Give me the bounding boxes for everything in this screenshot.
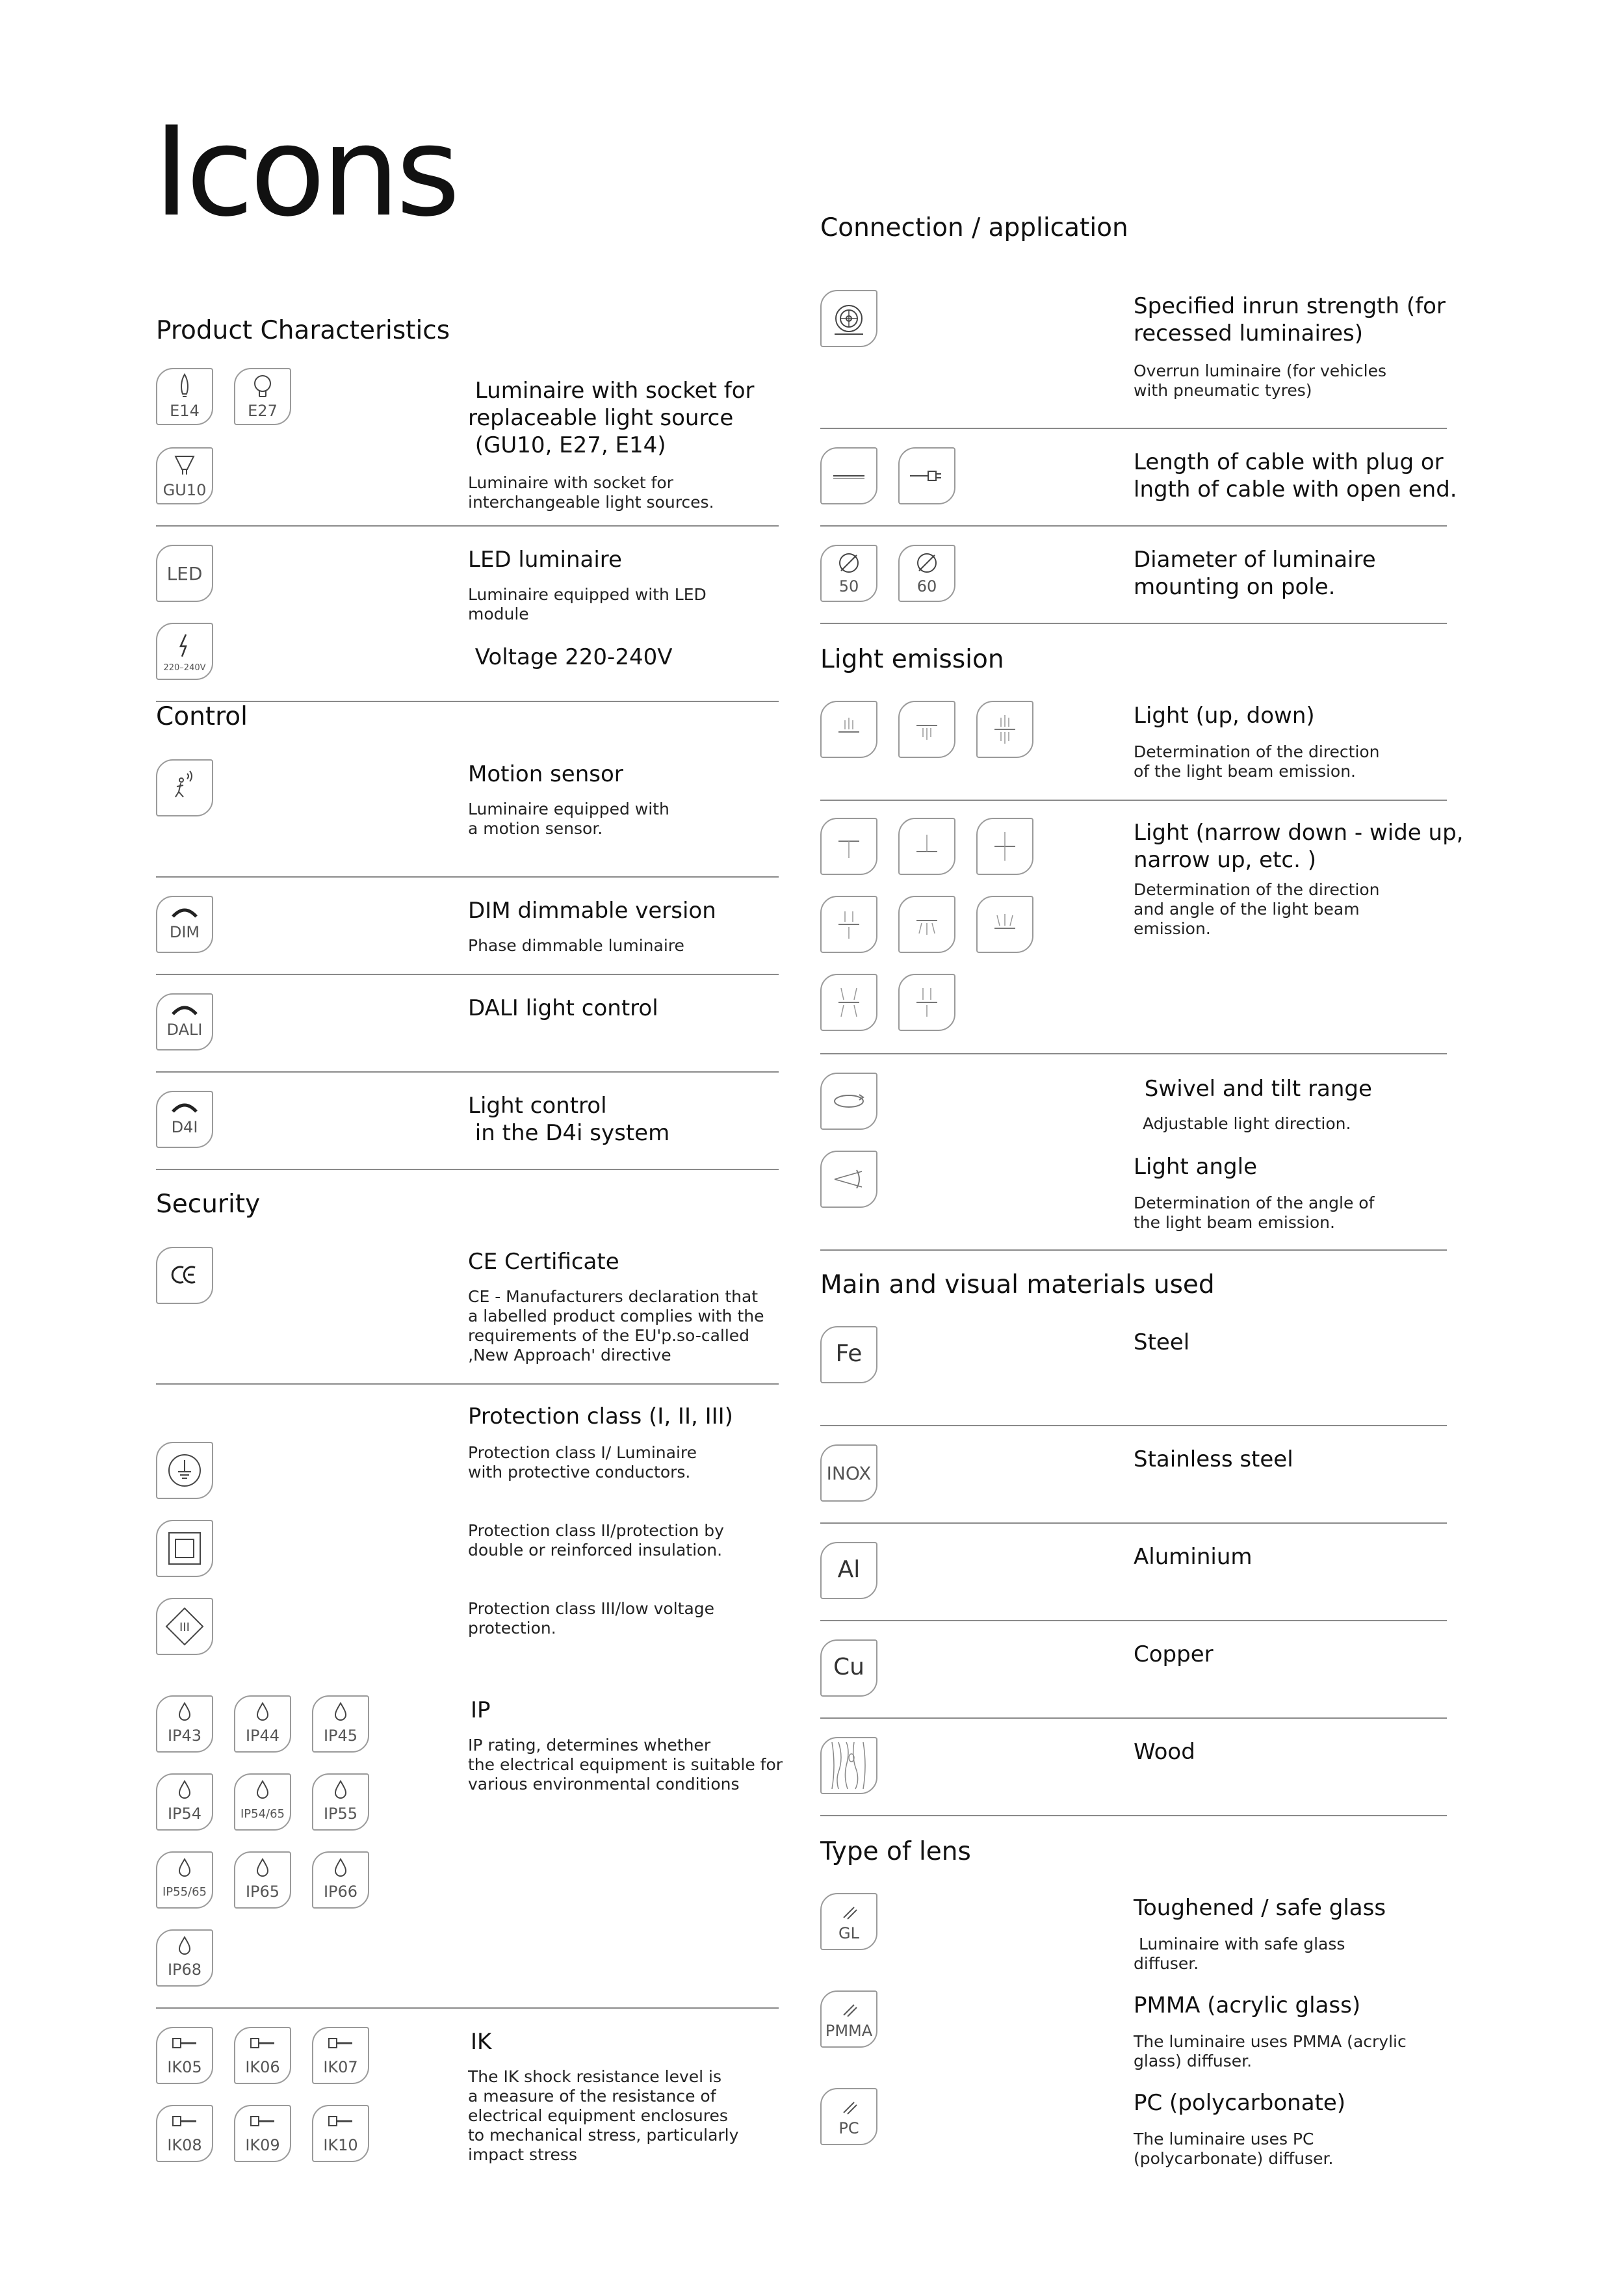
light-wide-down-icon (898, 896, 955, 953)
led-description: Luminaire equipped with LED module (468, 585, 707, 623)
pmma-description: The luminaire uses PMMA (acrylic glass) diffuser. (1134, 2032, 1407, 2070)
lens-icon-label: PC (838, 2119, 859, 2137)
ik-label: IK07 (323, 2058, 358, 2076)
gu10-spot-icon (156, 447, 213, 504)
dim-description: Phase dimmable luminaire (468, 936, 684, 955)
inrun-heading: Specified inrun strength (for recessed luminaires) (1134, 293, 1446, 346)
divider (156, 1383, 779, 1385)
lens-icon-label: PMMA (825, 2022, 873, 2040)
ip55-drop-icon (312, 1773, 369, 1831)
ip65-drop-icon (234, 1851, 291, 1909)
ip-description: IP rating, determines whether the electrical equipment is suitable for various environmental conditions (468, 1736, 783, 1794)
pole-heading: Diameter of luminaire mounting on pole. (1134, 547, 1376, 600)
ip-label: IP43 (167, 1727, 202, 1745)
e14-bulb-icon (156, 368, 213, 425)
pole-50-diameter-icon (820, 545, 877, 602)
ip-label: IP45 (323, 1727, 358, 1745)
motion-sensor-icon (156, 759, 213, 816)
narrow-description: Determination of the direction and angle of the light beam emission. (1134, 880, 1380, 938)
pc-description: The luminaire uses PC (polycarbonate) diffuser. (1134, 2130, 1334, 2168)
e27-bulb-icon (234, 368, 291, 425)
light-wide-up-narrow-down-icon (820, 896, 877, 953)
ip43-drop-icon (156, 1695, 213, 1753)
divider (820, 1717, 1447, 1719)
led-icon (156, 545, 213, 602)
ce-mark-icon (156, 1247, 213, 1304)
divider (820, 525, 1447, 527)
divider (820, 1425, 1447, 1426)
divider (820, 1522, 1447, 1524)
gl-heading: Toughened / safe glass (1134, 1895, 1386, 1921)
light-narrow-up-wide-down-icon (898, 974, 955, 1031)
divider (156, 974, 779, 975)
ip54-drop-icon (156, 1773, 213, 1831)
updown-heading: Light (up, down) (1134, 703, 1315, 729)
motion-heading: Motion sensor (468, 761, 623, 787)
class1-description: Protection class I/ Luminaire with protective conductors. (468, 1443, 697, 1481)
ip-label: IP55 (323, 1805, 358, 1823)
ce-heading: CE Certificate (468, 1249, 619, 1275)
ip-label: IP44 (245, 1727, 280, 1745)
ik09-hammer-icon (234, 2105, 291, 2162)
ip-label: IP55/65 (162, 1885, 207, 1899)
divider (156, 1169, 779, 1170)
protection-class-1-icon (156, 1442, 213, 1499)
ik-label: IK06 (245, 2058, 280, 2076)
light-wide-up-wide-down-icon (820, 974, 877, 1031)
class2-description: Protection class II/protection by double or reinforced insulation. (468, 1521, 724, 1559)
section-product-characteristics: Product Characteristics (156, 316, 450, 345)
swivel-heading: Swivel and tilt range (1137, 1076, 1372, 1102)
ik-label: IK10 (323, 2136, 358, 2154)
dim-dimmer-icon (156, 896, 213, 953)
class3-description: Protection class III/low voltage protection. (468, 1599, 715, 1637)
inrun-description: Overrun luminaire (for vehicles with pneumatic tyres) (1134, 361, 1387, 400)
pc-polycarbonate-icon (820, 2088, 877, 2145)
ip-label: IP54 (167, 1805, 202, 1823)
divider (820, 1053, 1447, 1054)
divider (156, 525, 779, 527)
ik-label: IK09 (245, 2136, 280, 2154)
ik-label: IK08 (167, 2136, 202, 2154)
ik05-hammer-icon (156, 2027, 213, 2084)
led-heading: LED luminaire (468, 547, 622, 573)
pole-label: 50 (838, 577, 859, 595)
gl-description: Luminaire with safe glass diffuser. (1134, 1935, 1345, 1973)
ik10-hammer-icon (312, 2105, 369, 2162)
d4i-heading: Light control in the D4i system (468, 1093, 670, 1146)
section-light-emission: Light emission (820, 645, 1004, 674)
socket-heading: Luminaire with socket for replaceable light source (GU10, E27, E14) (468, 378, 755, 458)
protection-heading: Protection class (I, II, III) (468, 1403, 733, 1429)
ip-label: IP66 (323, 1883, 358, 1901)
divider (156, 876, 779, 878)
voltage-heading: Voltage 220-240V (468, 644, 673, 670)
divider (156, 701, 779, 702)
divider (820, 1620, 1447, 1621)
swivel-description: Adjustable light direction. (1137, 1114, 1351, 1133)
light-up-down-icon (976, 701, 1033, 758)
narrow-heading: Light (narrow down - wide up, narrow up, etc. ) (1134, 820, 1464, 873)
material-copper: Copper (1134, 1641, 1214, 1667)
divider (156, 2007, 779, 2009)
voltage-lightning-icon (156, 623, 213, 680)
dali-control-icon (156, 993, 213, 1050)
material-icon-label: INOX (826, 1463, 872, 1484)
ip68-drop-icon (156, 1929, 213, 1987)
divider (820, 800, 1447, 801)
pmma-acrylic-icon (820, 1990, 877, 2048)
material-icon-label: Al (837, 1556, 861, 1583)
lens-icon-label: GL (838, 1924, 859, 1942)
ip54-65-drop-icon (234, 1773, 291, 1831)
ce-description: CE - Manufacturers declaration that a labelled product complies with the requirements of the EU'p.so-called ‚New Approach' directive (468, 1287, 764, 1364)
updown-description: Determination of the direction of the light beam emission. (1134, 742, 1380, 781)
ip-heading: IP (471, 1697, 491, 1723)
aluminium-al-icon (820, 1542, 877, 1599)
dim-heading: DIM dimmable version (468, 898, 716, 924)
section-security: Security (156, 1190, 261, 1219)
wheel-overrun-icon (820, 290, 877, 347)
swivel-tilt-icon (820, 1073, 877, 1130)
section-connection: Connection / application (820, 213, 1128, 242)
divider (156, 1071, 779, 1073)
ip66-drop-icon (312, 1851, 369, 1909)
section-control: Control (156, 702, 248, 731)
divider (820, 428, 1447, 429)
socket-description: Luminaire with socket for interchangeable light sources. (468, 473, 714, 512)
pole-60-diameter-icon (898, 545, 955, 602)
material-aluminium: Aluminium (1134, 1544, 1253, 1570)
light-down-icon (898, 701, 955, 758)
pole-label: 60 (916, 577, 937, 595)
dim-icon-label: DIM (169, 923, 200, 941)
section-lens: Type of lens (820, 1837, 971, 1866)
gu10-label: GU10 (162, 481, 207, 499)
wood-grain-icon (820, 1737, 877, 1794)
svg-text:III: III (179, 1621, 190, 1634)
d4i-icon-label: D4I (171, 1118, 198, 1136)
ip45-drop-icon (312, 1695, 369, 1753)
light-narrow-up-icon (898, 818, 955, 875)
page-title: Icons (153, 100, 457, 244)
divider (820, 1815, 1447, 1816)
dali-heading: DALI light control (468, 995, 658, 1021)
material-stainless-steel: Stainless steel (1134, 1446, 1293, 1472)
ip-label: IP54/65 (240, 1807, 285, 1821)
dali-icon-label: DALI (166, 1021, 203, 1039)
protection-class-3-icon (156, 1598, 213, 1655)
glass-gl-icon (820, 1893, 877, 1950)
ip-label: IP68 (167, 1961, 202, 1979)
voltage-icon-label: 220–240V (163, 663, 206, 673)
e27-label: E27 (248, 402, 278, 420)
pc-heading: PC (polycarbonate) (1134, 2090, 1346, 2116)
led-icon-label: LED (166, 563, 203, 584)
ik-heading: IK (471, 2029, 492, 2055)
light-narrow-down-icon (820, 818, 877, 875)
ip55-65-drop-icon (156, 1851, 213, 1909)
ip44-drop-icon (234, 1695, 291, 1753)
protection-class-2-icon (156, 1520, 213, 1577)
ik06-hammer-icon (234, 2027, 291, 2084)
divider (820, 623, 1447, 624)
ik-label: IK05 (167, 2058, 202, 2076)
motion-description: Luminaire equipped with a motion sensor. (468, 800, 669, 838)
ik08-hammer-icon (156, 2105, 213, 2162)
light-wide-up-icon (976, 896, 1033, 953)
ik07-hammer-icon (312, 2027, 369, 2084)
d4i-control-icon (156, 1091, 213, 1148)
copper-cu-icon (820, 1639, 877, 1697)
material-steel: Steel (1134, 1329, 1190, 1355)
e14-label: E14 (170, 402, 200, 420)
material-icon-label: Cu (833, 1654, 864, 1680)
section-materials: Main and visual materials used (820, 1270, 1215, 1299)
ik-description: The IK shock resistance level is a measure of the resistance of electrical equipment enclosures to mechanical stress, particularly impact stress (468, 2067, 739, 2164)
material-wood: Wood (1134, 1739, 1195, 1765)
steel-fe-icon (820, 1326, 877, 1383)
light-angle-icon (820, 1151, 877, 1208)
angle-heading: Light angle (1134, 1154, 1257, 1180)
stainless-steel-inox-icon (820, 1444, 877, 1502)
light-narrow-up-down-icon (976, 818, 1033, 875)
angle-description: Determination of the angle of the light beam emission. (1134, 1194, 1375, 1232)
divider (820, 1249, 1447, 1251)
pmma-heading: PMMA (acrylic glass) (1134, 1992, 1361, 2018)
light-up-icon (820, 701, 877, 758)
cable-heading: Length of cable with plug or lngth of cable with open end. (1134, 449, 1457, 502)
cable-open-end-icon (820, 447, 877, 504)
cable-plug-icon (898, 447, 955, 504)
material-icon-label: Fe (835, 1340, 863, 1367)
ip-label: IP65 (245, 1883, 280, 1901)
